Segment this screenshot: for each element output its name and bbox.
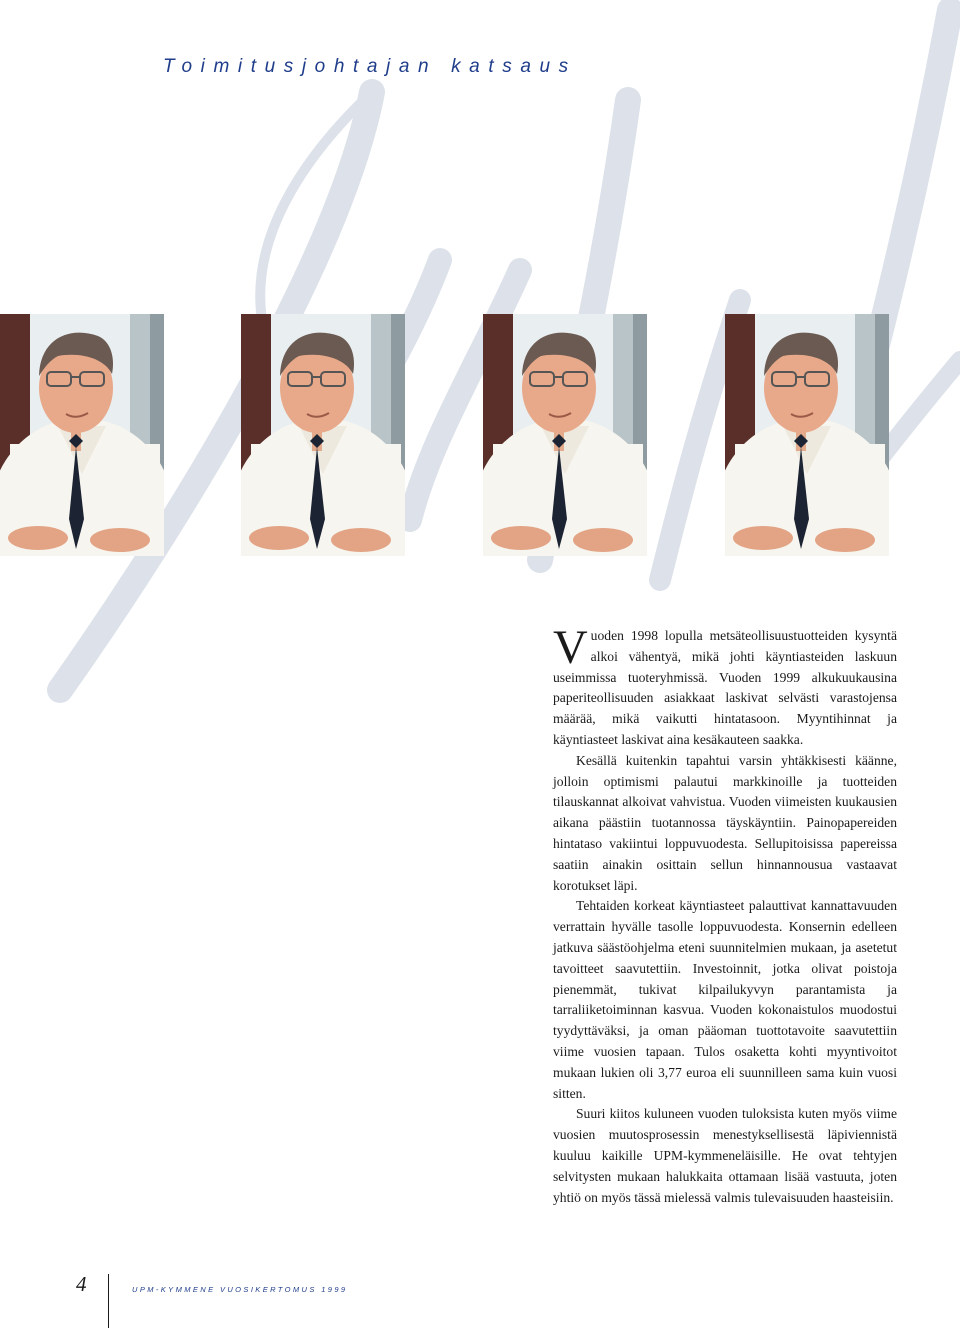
footer-divider bbox=[108, 1274, 109, 1328]
article-paragraph-4: Suuri kiitos kuluneen vuoden tuloksista kuten myös viime vuosien muutosprosessin menestyksellisestä läpiviennistä kuuluu kaikille UPM-kymmeneläisille. He ovat tehtyjen selvitysten mukaan halukkaita ottamaan lisää vastuuta, joten yhtiö on myös tässä mielessä valmis tulevaisuuden haasteisiin. bbox=[553, 1106, 897, 1205]
article-paragraph-3: Tehtaiden korkeat käyntiasteet palauttivat kannattavuuden verrattain hyvälle tasolle loppuvuodesta. Konsernin edelleen jatkuva säästöohjelma eteni suunnitelmien mukaan, ja asetetut tavoitteet saavutettiin. Investoinnit, jotka olivat poistoja pienemmät, tukivat kilpailukyvyn parantamista ja tarraliiketoiminnan kasvua. Vuoden kokonaistulos muodostui tyydyttäväksi, ja oman pääoman tuottotavoite saavutettiin viime vuosien tapaan. Tulos osaketta kohti myyntivoitot mukaan lukien oli 3,77 euroa eli suunnilleen sama kuin vuosi sitten. bbox=[553, 898, 897, 1101]
ceo-portrait-photo-1 bbox=[0, 314, 164, 556]
ceo-portrait-photo-2 bbox=[241, 314, 405, 556]
article-paragraph-1: Vuoden 1998 lopulla metsäteollisuustuotteiden kysyntä alkoi vähentyä, mikä johti käyntiasteiden laskuun useimmissa tuoteryhmissä. Vuoden 1999 alkukuukausina paperiteollisuuden asiakkaat laskivat selvästi varastojensa määrää, mikä vaikutti hintatasoon. Myyntihinnat ja käyntiasteet laskivat aina kesäkauteen saakka. bbox=[553, 621, 897, 747]
page-number: 4 bbox=[76, 1272, 87, 1296]
article-paragraph-2: Kesällä kuitenkin tapahtui varsin yhtäkkisesti käänne, jolloin optimismi palautui markkinoille ja tuotteiden tilauskannat alkoivat vahvistua. Vuoden viimeisten kuukausien aikana päästiin tuotannossa täyskäyntiin. Painopapereiden hintataso vakiintui loppuvuodesta. Sellupitoisissa papereissa saatiin ainakin osittain sellun hinnannousua vastaavat korotukset läpi. bbox=[553, 752, 897, 893]
publication-name: UPM-KYMMENE VUOSIKERTOMUS 1999 bbox=[132, 1285, 348, 1294]
ceo-portrait-photo-3 bbox=[483, 314, 647, 556]
drop-cap: V bbox=[553, 621, 588, 674]
article-body bbox=[553, 621, 897, 1208]
ceo-portrait-photo-4 bbox=[725, 314, 889, 556]
page-title: Toimitusjohtajan katsaus bbox=[163, 56, 577, 77]
